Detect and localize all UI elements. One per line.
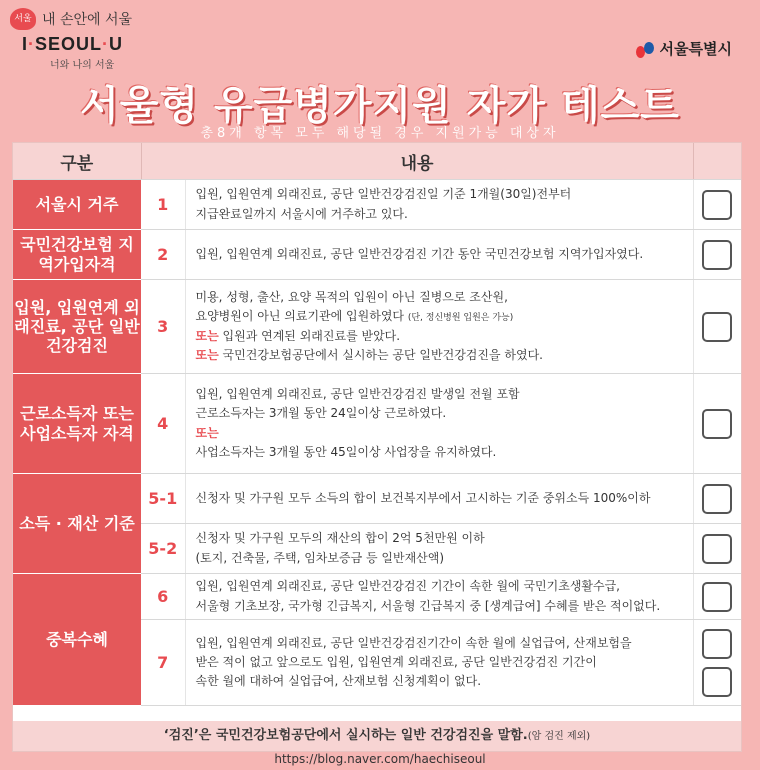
row-line: 서울형 기초보장, 국가형 긴급복지, 서울형 긴급복지 중 [생계급여] 수혜를 받은 적이없다.	[195, 598, 661, 613]
table-row	[13, 374, 741, 474]
checkbox-7a[interactable]	[702, 629, 732, 659]
check-cell	[693, 374, 741, 474]
footnote-text: ‘검진’은 국민건강보험공단에서 실시하는 일반 건강검진을 말함.	[163, 728, 528, 743]
table-row	[13, 280, 741, 374]
check-cell	[693, 620, 741, 706]
brand-slogan: 내 손안에 서울	[42, 12, 133, 28]
checkbox-1[interactable]	[702, 190, 732, 220]
row-line: 입원, 입원연계 외래진료, 공단 일반건강검진 기간 동안 국민건강보험 지역가입자였다.	[195, 246, 644, 261]
iseoulu-u: U	[109, 34, 124, 54]
or-label: 또는	[195, 347, 219, 362]
row-text	[185, 180, 693, 230]
row-number: 5-1	[141, 474, 185, 524]
checkbox-5-1[interactable]	[702, 484, 732, 514]
category-hospitalization: 입원, 입원연계 외래진료, 공단 일반건강검진	[13, 280, 141, 374]
checkbox-3[interactable]	[702, 312, 732, 342]
row-number: 6	[141, 574, 185, 620]
row-line-text: 입원과 연계된 외래진료를 받았다.	[222, 328, 401, 343]
row-text	[185, 574, 693, 620]
header-category: 구분	[13, 143, 141, 180]
row-number: 1	[141, 180, 185, 230]
row-text	[185, 280, 693, 374]
row-line: 입원, 입원연계 외래진료, 공단 일반건강검진기간이 속한 월에 실업급여, 산재보험을	[195, 635, 632, 650]
header-check	[693, 143, 741, 180]
row-line: 받은 적이 없고 앞으로도 입원, 입원연계 외래진료, 공단 일반건강검진 기간이	[195, 654, 597, 669]
checkbox-6[interactable]	[702, 582, 732, 612]
header	[0, 0, 760, 150]
row-line	[196, 327, 693, 346]
checklist-sheet	[12, 142, 742, 752]
row-text	[185, 474, 693, 524]
page-title: 서울형 유급병가지원 자가 테스트	[80, 83, 680, 129]
table-header-row	[13, 143, 741, 180]
page-subtitle: 총8개 항목 모두 해당될 경우 지원가능 대상자	[200, 126, 560, 141]
row-line: 신청자 및 가구원 모두의 재산의 합이 2억 5천만원 이하	[195, 531, 485, 546]
seoul-heart-logo-icon: 서울	[10, 8, 36, 30]
table-row	[13, 180, 741, 230]
check-cell	[693, 180, 741, 230]
iseoulu-logo	[22, 34, 123, 55]
row-note: (단, 정신병원 입원은 가능)	[407, 313, 514, 324]
category-residence: 서울시 거주	[13, 180, 141, 230]
row-number: 7	[141, 620, 185, 706]
checklist-table	[13, 143, 741, 706]
header-content: 내용	[141, 143, 693, 180]
row-number: 5-2	[141, 524, 185, 574]
row-number: 2	[141, 230, 185, 280]
check-cell	[693, 574, 741, 620]
row-line: 입원, 입원연계 외래진료, 공단 일반건강검진 발생일 전월 포함	[195, 387, 520, 402]
row-number: 4	[141, 374, 185, 474]
row-line-text: 국민건강보험공단에서 실시하는 공단 일반건강검진을 하였다.	[222, 347, 543, 362]
row-line: (토지, 건축물, 주택, 임차보증금 등 일반재산액)	[195, 550, 445, 565]
table-row	[13, 474, 741, 524]
checkbox-5-2[interactable]	[702, 534, 732, 564]
footnote-note: (암 검진 제외)	[527, 731, 591, 742]
check-cell	[693, 524, 741, 574]
table-row	[13, 574, 741, 620]
blog-url: https://blog.naver.com/haechiseoul	[274, 752, 486, 766]
row-text	[185, 524, 693, 574]
or-label: 또는	[195, 328, 219, 343]
city-name: 서울특별시	[659, 40, 732, 58]
row-line: 지급완료일까지 서울시에 거주하고 있다.	[195, 206, 408, 221]
row-line: 입원, 입원연계 외래진료, 공단 일반건강검진일 기준 1개월(30일)전부터	[195, 187, 572, 202]
iseoulu-i: I	[22, 34, 29, 54]
seoul-city-logo	[636, 38, 732, 59]
row-line: 미용, 성형, 출산, 요양 목적의 입원이 아닌 질병으로 조산원,	[195, 290, 508, 305]
check-cell	[693, 230, 741, 280]
row-line: 사업소득자는 3개월 동안 45일이상 사업장을 유지하였다.	[195, 444, 497, 459]
category-income-earner: 근로소득자 또는 사업소득자 자격	[13, 374, 141, 474]
seoul-app-brand	[10, 8, 132, 30]
row-text	[185, 230, 693, 280]
row-line: 신청자 및 가구원 모두 소득의 합이 보건복지부에서 고시하는 기준 중위소득 100%이하	[195, 490, 651, 505]
table-row	[13, 230, 741, 280]
seoul-city-mark-icon	[636, 40, 656, 58]
row-line: 근로소득자는 3개월 동안 24일이상 근로하였다.	[195, 406, 447, 421]
footnote	[13, 721, 741, 751]
iseoulu-seoul: SEOUL	[35, 34, 103, 54]
category-income-asset: 소득 · 재산 기준	[13, 474, 141, 574]
or-label: 또는	[195, 425, 219, 440]
row-number: 3	[141, 280, 185, 374]
row-line: 속한 월에 대하여 실업급여, 산재보험 신청계획이 없다.	[195, 674, 482, 689]
row-line	[196, 346, 693, 365]
iseoulu-subtext: 너와 나의 서울	[50, 60, 115, 71]
check-cell	[693, 280, 741, 374]
category-health-insurance: 국민건강보험 지역가입자격	[13, 230, 141, 280]
checkbox-4[interactable]	[702, 409, 732, 439]
iseoulu-dot-1: ·	[28, 34, 36, 54]
row-line-text: 요양병원이 아닌 의료기관에 입원하였다	[195, 309, 405, 324]
category-duplicate-benefit: 중복수혜	[13, 574, 141, 706]
row-line	[196, 307, 693, 326]
row-text	[185, 620, 693, 706]
checkbox-7b[interactable]	[702, 667, 732, 697]
row-line: 입원, 입원연계 외래진료, 공단 일반건강검진 기간이 속한 월에 국민기초생활수급,	[195, 579, 620, 594]
check-cell	[693, 474, 741, 524]
checkbox-2[interactable]	[702, 240, 732, 270]
iseoulu-dot-2: ·	[102, 34, 110, 54]
row-text	[185, 374, 693, 474]
